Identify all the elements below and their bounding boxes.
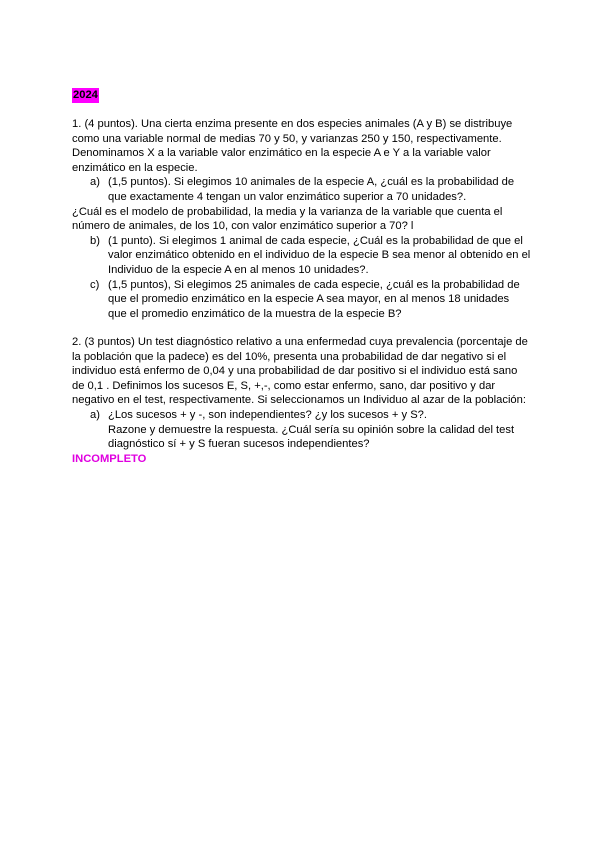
q1-c-line: que el promedio enzimático en la especie A sea mayor, en al menos 18 unidades — [108, 293, 510, 306]
question-1 — [72, 117, 532, 321]
item-marker: c) — [90, 278, 100, 291]
q1-between-line: número de animales, de los 10, con valor enzimático superior a 70? l — [72, 220, 414, 233]
q1-intro-line: como una variable normal de medias 70 y 50, y varianzas 250 y 150, respectivamente. — [72, 132, 502, 145]
year-heading: 2024 — [73, 89, 98, 101]
q1-a-line: (1,5 puntos). Si elegimos 10 animales de la especie A, ¿cuál es la probabilidad de — [108, 176, 515, 189]
q2-after-line: diagnóstico sí + y S fueran sucesos independientes? — [108, 438, 370, 451]
q1-item-b — [72, 234, 532, 278]
q2-item-a — [72, 408, 532, 423]
q2-after-line: Razone y demuestre la respuesta. ¿Cuál sería su opinión sobre la calidad del test — [108, 423, 515, 436]
item-marker: b) — [90, 234, 100, 247]
q1-intro-line: Denominamos X a la variable valor enzimático en la especie A e Y a la variable valor — [72, 147, 491, 160]
q2-intro-line: la población que la padece) es del 10%, presenta una probabilidad de dar negativo si el — [72, 350, 507, 363]
q1-item-c — [72, 278, 532, 322]
q1-between-line: ¿Cuál es el modelo de probabilidad, la media y la varianza de la variable que cuenta el — [72, 205, 503, 218]
q1-a-line: que exactamente 4 tengan un valor enzimático superior a 70 unidades?. — [108, 190, 467, 203]
q2-a-line: ¿Los sucesos + y -, son independientes? ¿y los sucesos + y S?. — [108, 408, 428, 421]
q2-intro-line: 2. (3 puntos) Un test diagnóstico relativo a una enfermedad cuya prevalencia (porcentaje de — [72, 336, 528, 348]
q1-intro-line: enzimático en la especie. — [72, 161, 198, 174]
q1-c-line: que el promedio enzimático de la muestra de la especie B? — [108, 307, 402, 320]
item-marker: a) — [90, 176, 100, 189]
q2-intro-line: negativo en el test, respectivamente. Si seleccionamos un Individuo al azar de la población: — [72, 394, 526, 407]
incomplete-status: INCOMPLETO — [72, 452, 147, 465]
q1-c-line: (1,5 puntos), Si elegimos 25 animales de cada especie, ¿cuál es la probabilidad de — [108, 278, 520, 291]
q1-intro-line: 1. (4 puntos). Una cierta enzima presente en dos especies animales (A y B) se distribuye — [72, 118, 513, 130]
q2-intro-line: de 0,1 . Definimos los sucesos E, S, +,-, como estar enfermo, sano, dar positivo y dar — [72, 379, 496, 392]
q1-b-line: valor enzimático obtenido en el individuo de la especie B sea menor al obtenido en el — [108, 249, 531, 262]
item-marker: a) — [90, 408, 100, 421]
q1-b-line: (1 punto). Si elegimos 1 animal de cada especie, ¿Cuál es la probabilidad de que el — [108, 234, 523, 247]
question-2 — [72, 335, 532, 466]
q1-item-a — [72, 175, 532, 204]
q1-b-line: Individuo de la especie A en al menos 10 unidades?. — [108, 263, 369, 276]
q2-intro-line: individuo está enfermo de 0,04 y una probabilidad de dar positivo si el individuo está sano — [72, 365, 518, 378]
